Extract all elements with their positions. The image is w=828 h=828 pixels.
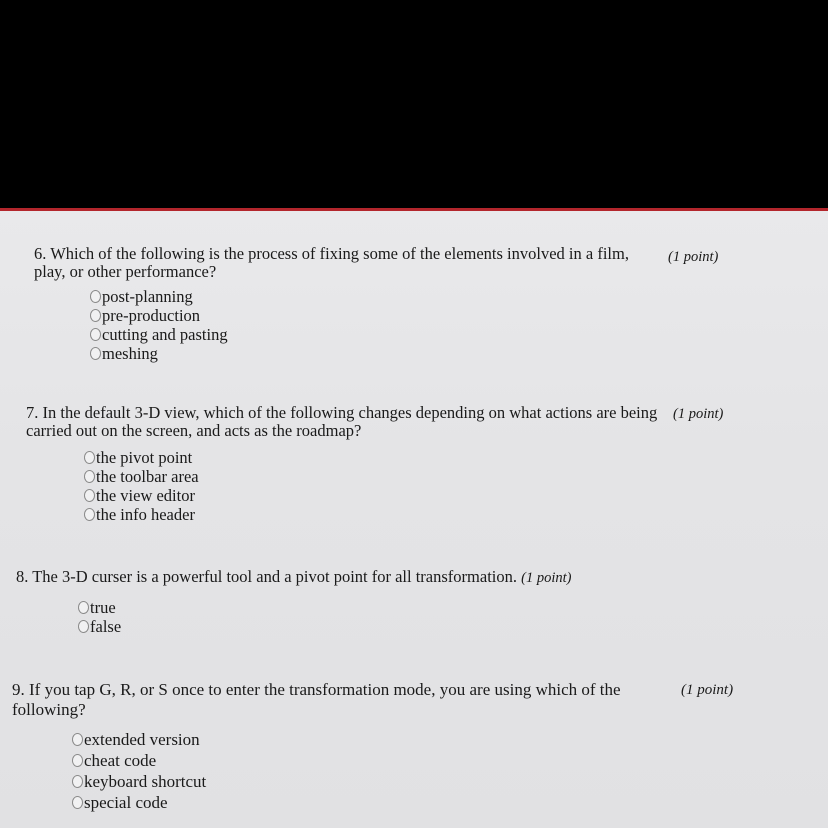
- radio-button-icon[interactable]: [72, 754, 83, 767]
- radio-button-icon[interactable]: [72, 733, 83, 746]
- option-label: the toolbar area: [96, 466, 199, 486]
- option-label: extended version: [84, 729, 200, 749]
- radio-button-icon[interactable]: [84, 508, 95, 521]
- quiz-screen: [0, 208, 828, 828]
- option-label: meshing: [102, 343, 158, 363]
- radio-button-icon[interactable]: [90, 309, 101, 322]
- answer-option[interactable]: [90, 325, 228, 344]
- option-label: cutting and pasting: [102, 324, 228, 344]
- radio-button-icon[interactable]: [90, 290, 101, 303]
- option-label: the info header: [96, 504, 195, 524]
- answer-option[interactable]: [72, 771, 206, 792]
- question-number: 7.: [26, 403, 39, 422]
- question-9: [12, 680, 632, 720]
- radio-button-icon[interactable]: [72, 796, 83, 809]
- radio-button-icon[interactable]: [78, 601, 89, 614]
- question-8: [16, 568, 736, 587]
- answer-option[interactable]: [78, 617, 121, 636]
- option-label: true: [90, 597, 116, 617]
- answer-options: [78, 598, 121, 636]
- option-label: special code: [84, 792, 168, 812]
- question-points: (1 point): [681, 682, 734, 698]
- question-points: (1 point): [521, 570, 572, 586]
- answer-options: [72, 729, 206, 813]
- option-label: the pivot point: [96, 447, 193, 467]
- question-text: In the default 3-D view, which of the following changes depending on what actions are being carried out on the screen, and acts as the roadmap?: [26, 403, 658, 440]
- radio-button-icon[interactable]: [84, 489, 95, 502]
- question-text: Which of the following is the process of fixing some of the elements involved in a film, play, or other performance?: [34, 244, 629, 281]
- question-number: 9.: [12, 680, 25, 699]
- radio-button-icon[interactable]: [90, 347, 101, 360]
- answer-option[interactable]: [84, 486, 199, 505]
- radio-button-icon[interactable]: [78, 620, 89, 633]
- answer-option[interactable]: [78, 598, 121, 617]
- question-6: [34, 245, 664, 281]
- answer-option[interactable]: [72, 750, 206, 771]
- option-label: post-planning: [102, 286, 193, 306]
- question-text: If you tap G, R, or S once to enter the transformation mode, you are using which of the following?: [12, 680, 621, 719]
- answer-option[interactable]: [84, 467, 199, 486]
- answer-option[interactable]: [72, 729, 206, 750]
- answer-option[interactable]: [84, 448, 199, 467]
- radio-button-icon[interactable]: [84, 470, 95, 483]
- question-text: The 3-D curser is a powerful tool and a pivot point for all transformation.: [32, 567, 517, 586]
- answer-options: [90, 287, 228, 363]
- answer-options: [84, 448, 199, 524]
- question-number: 8.: [16, 567, 29, 586]
- answer-option[interactable]: [90, 344, 228, 363]
- question-7: [26, 404, 658, 440]
- radio-button-icon[interactable]: [84, 451, 95, 464]
- radio-button-icon[interactable]: [90, 328, 101, 341]
- radio-button-icon[interactable]: [72, 775, 83, 788]
- option-label: the view editor: [96, 485, 195, 505]
- answer-option[interactable]: [90, 306, 228, 325]
- question-points: (1 point): [668, 249, 719, 265]
- answer-option[interactable]: [72, 792, 206, 813]
- answer-option[interactable]: [84, 505, 199, 524]
- question-number: 6.: [34, 244, 47, 263]
- option-label: false: [90, 616, 122, 636]
- option-label: cheat code: [84, 750, 157, 770]
- option-label: keyboard shortcut: [84, 771, 207, 791]
- question-points: (1 point): [673, 406, 724, 422]
- answer-option[interactable]: [90, 287, 228, 306]
- option-label: pre-production: [102, 305, 201, 325]
